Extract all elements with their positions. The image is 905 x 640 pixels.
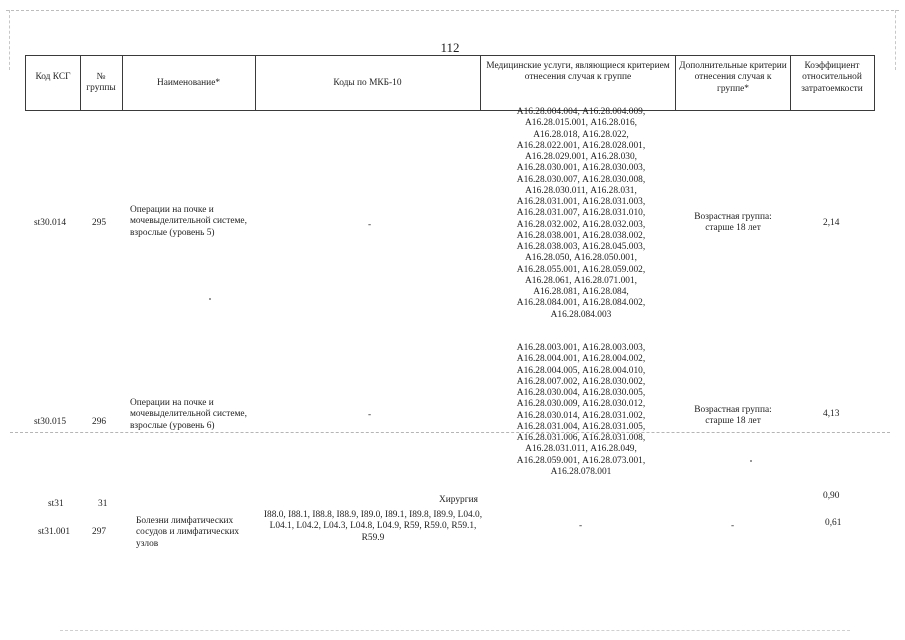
service-line: А16.28.018, А16.28.022, — [533, 129, 629, 140]
scan-speck — [209, 298, 211, 300]
header-name: Наименование* — [156, 78, 221, 88]
service-line: А16.28.030.011, А16.28.031, — [525, 185, 637, 196]
service-line: А16.28.030.009, А16.28.030.012, — [516, 399, 646, 410]
ksg-code: st30.015 — [34, 417, 67, 427]
coefficient: 0,90 — [823, 491, 840, 501]
service-line: А16.28.081, А16.28.084, — [533, 287, 629, 297]
ksg-code: st31 — [48, 499, 64, 509]
service-line: А16.28.031.006, А16.28.031.008, — [516, 433, 646, 443]
header-icd-codes: Коды по МКБ-10 — [333, 78, 402, 88]
service-line: А16.28.084.003 — [550, 309, 612, 320]
scan-line-2 — [60, 630, 850, 631]
service-line: А16.28.030.007, А16.28.030.008, — [516, 174, 646, 185]
scan-speck — [750, 460, 752, 462]
section-title: Хирургия — [439, 495, 478, 505]
service-line: А16.28.031.007, А16.28.031.010, — [516, 208, 646, 219]
service-line: А16.28.015.001, А16.28.016, — [525, 118, 637, 129]
service-line: А16.28.061, А16.28.071.001, — [525, 275, 637, 286]
group-number: 297 — [92, 527, 107, 537]
header-coefficient: Коэффициент относительной затратоемкости — [801, 61, 863, 94]
group-name: Операции на почке и мочевыделительной системе, взрослые (уровень 6) — [130, 398, 247, 431]
service-line: А16.28.030.004, А16.28.030.005, — [516, 388, 646, 398]
header-top-border — [25, 55, 875, 56]
coefficient: 4,13 — [823, 409, 840, 419]
header-divider — [122, 55, 123, 111]
scan-edge-right — [895, 10, 896, 70]
service-line: А16.28.038.003, А16.28.045.003, — [516, 242, 646, 252]
coefficient: 2,14 — [823, 218, 840, 228]
service-line: А16.28.078.001 — [550, 466, 612, 477]
service-line: А16.28.004.001, А16.28.004.002, — [516, 354, 646, 365]
service-codes — [492, 343, 670, 478]
ksg-code: st30.014 — [34, 218, 67, 228]
header-divider — [255, 55, 256, 111]
header-divider — [790, 55, 791, 111]
header-bottom-border — [25, 110, 875, 111]
service-line: А16.28.031.011, А16.28.049, — [525, 444, 637, 455]
header-divider — [874, 55, 875, 111]
service-line: А16.28.059.001, А16.28.073.001, — [516, 455, 646, 466]
header-divider — [480, 55, 481, 111]
scan-edge-top — [6, 10, 899, 11]
group-name: Болезни лимфатических сосудов и лимфатических узлов — [136, 516, 240, 549]
extra-criteria: - — [731, 521, 735, 531]
service-line: А16.28.030.001, А16.28.030.003, — [516, 163, 646, 174]
header-divider — [675, 55, 676, 111]
service-line: А16.28.038.001, А16.28.038.002, — [516, 230, 646, 241]
header-ksg-code: Код КСГ — [35, 72, 71, 82]
service-line: А16.28.022.001, А16.28.028.001, — [516, 140, 646, 151]
page-number: 112 — [440, 40, 460, 55]
service-line: А16.28.084.001, А16.28.084.002, — [516, 298, 646, 309]
header-extra-criteria: Дополнительные критерии отнесения случая к группе* — [679, 61, 787, 94]
service-line: А16.28.004.004, А16.28.004.009, — [516, 107, 646, 117]
service-codes — [492, 107, 670, 321]
service-line: А16.28.032.002, А16.28.032.003, — [516, 219, 646, 230]
group-name: Операции на почке и мочевыделительной системе, взрослые (уровень 5) — [130, 205, 247, 238]
service-line: А16.28.004.005, А16.28.004.010, — [516, 365, 646, 376]
scan-edge-left — [9, 10, 10, 70]
service-line: А16.28.007.002, А16.28.030.002, — [516, 376, 646, 387]
header-divider — [25, 55, 26, 111]
extra-criteria: Возрастная группа: старше 18 лет — [694, 212, 772, 234]
icd-codes: I88.0, I88.1, I88.8, I88.9, I89.0, I89.1, I89.8, I89.9, L04.0, L04.1, L04.2, L04.3, L04.8, L04.9, R59, R59.0, R59.1, R59.9 — [263, 510, 483, 543]
service-line: А16.28.050, А16.28.050.001, — [525, 253, 637, 264]
service-line: А16.28.055.001, А16.28.059.002, — [516, 264, 646, 275]
group-number: 31 — [98, 499, 108, 509]
coefficient: 0,61 — [825, 518, 842, 528]
header-services: Медицинские услуги, являющиеся критерием отнесения случая к группе — [486, 61, 670, 83]
header-group-number: № группы — [86, 72, 116, 94]
service-codes: - — [579, 521, 583, 531]
icd-codes: - — [368, 410, 372, 420]
icd-codes: - — [368, 220, 372, 230]
service-line: А16.28.003.001, А16.28.003.003, — [516, 343, 646, 353]
group-number: 295 — [92, 218, 107, 228]
ksg-code: st31.001 — [38, 527, 71, 537]
service-line: А16.28.031.001, А16.28.031.003, — [516, 197, 646, 207]
header-divider — [80, 55, 81, 111]
group-number: 296 — [92, 417, 107, 427]
extra-criteria: Возрастная группа: старше 18 лет — [694, 405, 772, 427]
service-line: А16.28.031.004, А16.28.031.005, — [516, 421, 646, 432]
service-line: А16.28.029.001, А16.28.030, — [525, 152, 637, 162]
service-line: А16.28.030.014, А16.28.031.002, — [516, 410, 646, 421]
